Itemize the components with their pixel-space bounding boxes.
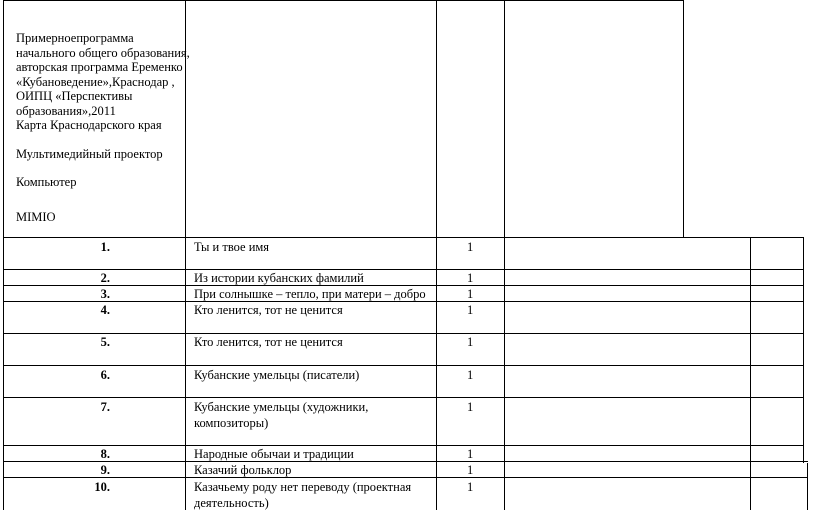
col-border-right-upper (683, 0, 684, 238)
row-border (3, 237, 804, 238)
row-border (3, 333, 804, 334)
computer-resource: Компьютер (16, 175, 77, 189)
lesson-number: 10. (94, 480, 110, 494)
col-border-topic (436, 0, 437, 510)
lesson-topic-line-2: деятельность) (194, 496, 269, 510)
row-border (3, 477, 808, 478)
col-border-extra-3 (807, 463, 808, 510)
row-border (3, 461, 808, 462)
lesson-topic: Кто ленится, тот не ценится (194, 335, 343, 349)
row-border (3, 365, 804, 366)
lesson-number: 2. (100, 271, 110, 285)
lesson-hours: 1 (467, 335, 474, 349)
lesson-topic: При солнышке – тепло, при матери – добро (194, 287, 426, 301)
lesson-number: 3. (100, 287, 110, 301)
lesson-number: 4. (100, 303, 110, 317)
lesson-topic: Кто ленится, тот не ценится (194, 303, 343, 317)
lesson-hours: 1 (467, 463, 474, 477)
lesson-topic: Кубанские умельцы (писатели) (194, 368, 360, 382)
projector-resource: Мультимедийный проектор (16, 146, 163, 161)
lesson-hours: 1 (467, 240, 474, 254)
lesson-hours: 1 (467, 303, 474, 317)
lesson-hours: 1 (467, 271, 474, 285)
lesson-hours: 1 (467, 400, 474, 414)
lesson-topic: Казачий фольклор (194, 463, 292, 477)
row-border (3, 269, 804, 270)
table-top-border (3, 0, 684, 1)
map-resource: Карта Краснодарского края (16, 118, 162, 132)
lesson-number: 8. (100, 447, 110, 461)
lesson-hours: 1 (467, 447, 474, 461)
lesson-number: 1. (100, 240, 110, 254)
lesson-number: 6. (100, 368, 110, 382)
lesson-number: 9. (100, 463, 110, 477)
resources-cell (16, 31, 190, 224)
lesson-topic: Из истории кубанских фамилий (194, 271, 364, 285)
program-line: Примерноепрограмма (16, 31, 134, 45)
program-line: «Кубановедение»,Краснодар , (16, 74, 175, 89)
lesson-hours: 1 (467, 480, 474, 494)
lesson-topic-line-2: композиторы) (194, 416, 269, 430)
program-line: авторская программа Еременко (16, 60, 183, 74)
col-border-extra-1 (750, 238, 751, 510)
mimio-resource: MIMIO (16, 209, 56, 224)
program-line: начального общего образования, (16, 45, 190, 60)
row-border (3, 445, 804, 446)
program-line: образования»,2011 (16, 103, 116, 118)
lesson-topic: Народные обычаи и традиции (194, 447, 354, 461)
col-border-hours (504, 0, 505, 510)
lesson-number: 5. (100, 335, 110, 349)
lesson-topic: Казачьему роду нет переводу (проектная (194, 480, 412, 494)
lesson-hours: 1 (467, 368, 474, 382)
lesson-number: 7. (100, 400, 110, 414)
col-border-extra-2 (803, 238, 804, 463)
col-border-left (3, 0, 4, 510)
lesson-topic: Кубанские умельцы (художники, (194, 400, 369, 414)
row-border (3, 397, 804, 398)
lesson-topic: Ты и твое имя (194, 240, 270, 254)
lesson-hours: 1 (467, 287, 474, 301)
program-line: ОИПЦ «Перспективы (16, 89, 133, 103)
